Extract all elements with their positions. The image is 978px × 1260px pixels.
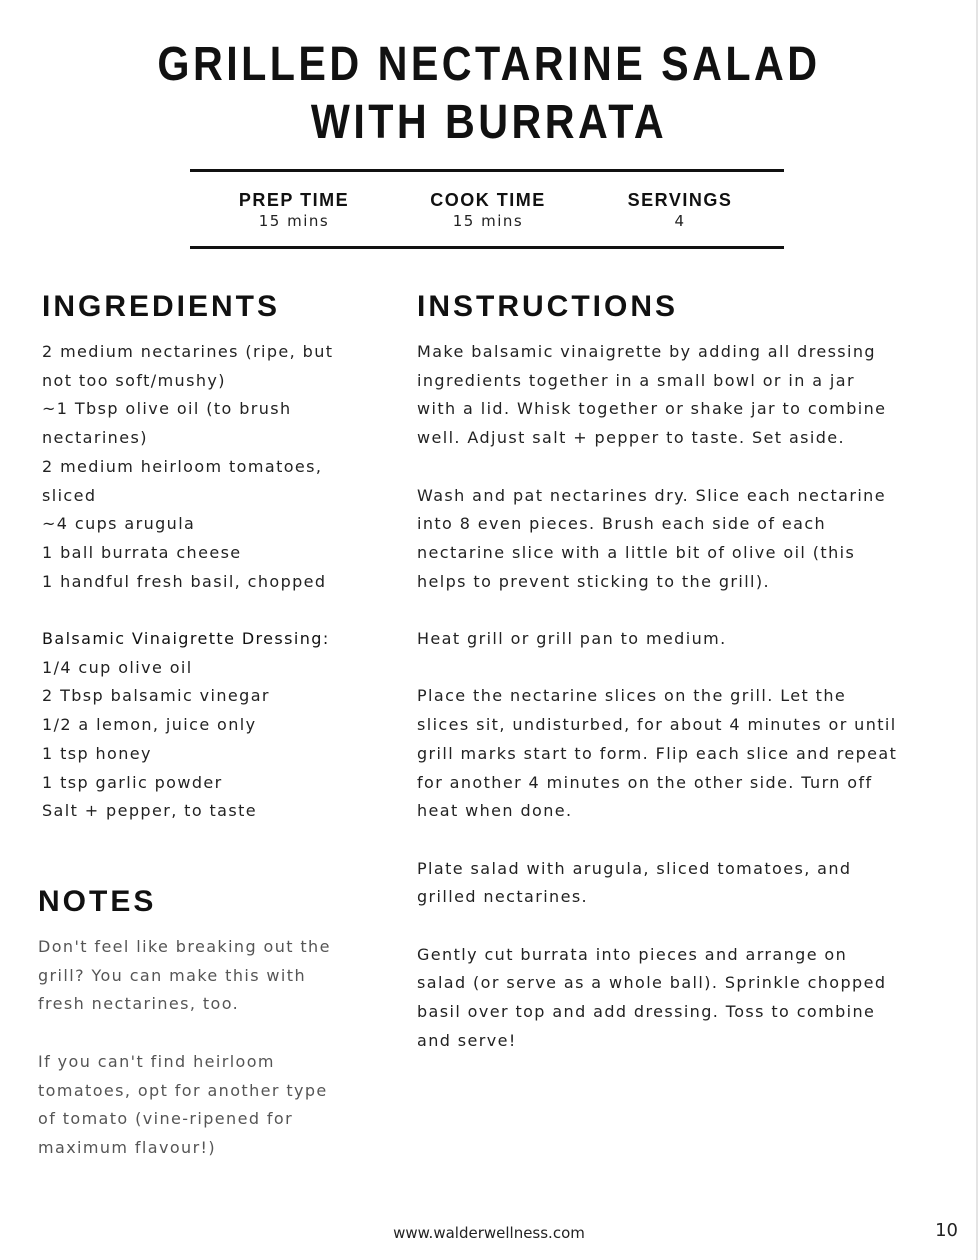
instruction-line: into 8 even pieces. Brush each side of each [417,514,827,534]
recipe-title [68,36,909,152]
instruction-line: Wash and pat nectarines dry. Slice each nectarine [417,485,886,505]
servings-label: SERVINGS [627,190,733,210]
note-line: If you can't find heirloom [38,1051,275,1071]
dressing-line: Salt + pepper, to taste [42,801,258,821]
instruction-line: salad (or serve as a whole ball). Sprinkle chopped [417,973,887,993]
ingredient-line: ~1 Tbsp olive oil (to brush [42,399,292,419]
dressing-line: 1/4 cup olive oil [42,657,193,677]
instruction-line: slices sit, undisturbed, for about 4 minutes or until [417,715,897,735]
footer-website: www.walderwellness.com [393,1224,585,1242]
note-line: fresh nectarines, too. [38,994,240,1014]
instruction-line: nectarine slice with a little bit of olive oil (this [417,542,856,562]
ingredient-line: 1 ball burrata cheese [42,542,242,562]
notes-text [38,933,331,1163]
ingredients-list [42,338,333,826]
cook-time-value: 15 mins [452,212,524,230]
prep-time-value: 15 mins [258,212,330,230]
instruction-line: grilled nectarines. [417,887,589,907]
cook-time-label: COOK TIME [430,190,546,210]
note-line: grill? You can make this with [38,965,306,985]
note-line: maximum flavour!) [38,1137,217,1157]
instruction-line: for another 4 minutes on the other side. Turn off [417,772,873,792]
instruction-line: and serve! [417,1030,517,1050]
instruction-line: Make balsamic vinaigrette by adding all dressing [417,342,876,361]
ingredient-line: 2 medium nectarines (ripe, but [42,342,334,361]
instruction-line: helps to prevent sticking to the grill). [417,571,771,591]
ingredient-line: nectarines) [42,428,148,448]
page-number: 10 [935,1220,958,1241]
instruction-line: heat when done. [417,801,573,821]
ingredient-line: sliced [42,485,97,505]
instruction-line: ingredients together in a small bowl or in a jar [417,370,855,390]
servings-value: 4 [674,212,686,230]
ingredient-line: 2 medium heirloom tomatoes, [42,456,323,476]
note-line: Don't feel like breaking out the [38,937,331,956]
dressing-line: 1 tsp garlic powder [42,772,223,792]
recipe-title-line-2: WITH BURRATA [310,96,668,149]
instructions-heading: INSTRUCTIONS [417,290,678,323]
ingredients-heading: INGREDIENTS [42,290,281,323]
instruction-line: with a lid. Whisk together or shake jar to combine [417,399,887,419]
recipe-title-line-1: GRILLED NECTARINE SALAD [157,38,821,91]
instruction-line: Plate salad with arugula, sliced tomatoes, and [417,858,852,878]
instruction-line: well. Adjust salt + pepper to taste. Set aside. [417,428,846,448]
note-line: of tomato (vine-ripened for [38,1109,294,1129]
servings-block [605,190,755,232]
instruction-line: basil over top and add dressing. Toss to combine [417,1002,876,1022]
ingredient-line: ~4 cups arugula [42,514,196,534]
instruction-line: Place the nectarine slices on the grill. Let the [417,686,847,706]
prep-time-block [219,190,369,232]
ingredient-line: 1 handful fresh basil, chopped [42,571,327,591]
dressing-line: 1/2 a lemon, juice only [42,715,257,735]
note-line: tomatoes, opt for another type [38,1080,328,1100]
top-divider [190,169,784,172]
instructions-list [417,338,897,1056]
cook-time-block [413,190,563,232]
instruction-line: grill marks start to form. Flip each slice and repeat [417,743,898,763]
notes-heading: NOTES [38,885,157,918]
prep-time-label: PREP TIME [238,190,350,210]
dressing-line: 1 tsp honey [42,743,152,763]
ingredient-line: not too soft/mushy) [42,370,226,390]
dressing-subheading: Balsamic Vinaigrette Dressing: [42,629,330,649]
instruction-line: Gently cut burrata into pieces and arrange on [417,944,848,964]
bottom-divider [190,246,784,249]
dressing-line: 2 Tbsp balsamic vinegar [42,686,270,706]
instruction-line: Heat grill or grill pan to medium. [417,629,727,648]
